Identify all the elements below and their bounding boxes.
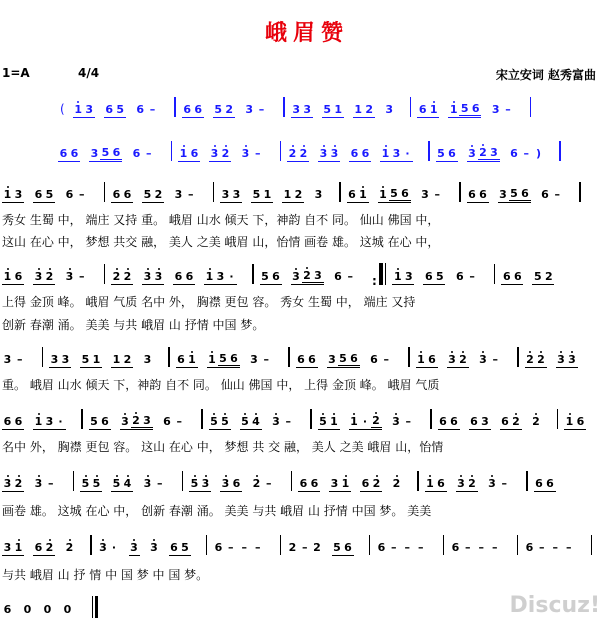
beat-group: 3 – xyxy=(250,352,269,366)
barline xyxy=(417,471,419,491)
beat-group: 3 – xyxy=(392,414,411,428)
beat-group: 3 5 6 xyxy=(499,187,529,201)
beat-group: 6 6 xyxy=(439,415,458,428)
beat-group: 6 6 xyxy=(3,415,23,428)
beat-group: 3 – xyxy=(272,414,291,428)
beat-group: 3 xyxy=(143,352,152,366)
beat-group: 1 6 xyxy=(565,415,585,428)
barline xyxy=(310,409,312,429)
barline xyxy=(81,409,83,429)
beat-group: 3 5 6 xyxy=(90,146,121,160)
watermark: Discuz! xyxy=(509,593,600,618)
barline xyxy=(410,97,412,117)
barline xyxy=(90,535,92,555)
barline xyxy=(291,471,293,491)
beat-group: 3 2 3 xyxy=(468,146,498,160)
song-title: 峨眉赞 xyxy=(264,20,349,46)
barline xyxy=(42,347,44,367)
beat-group: 2 2 xyxy=(526,353,545,366)
beat-group: 6 2 xyxy=(34,541,54,554)
beat-group: 6 6 xyxy=(468,188,487,201)
beat-group: 1 6 xyxy=(417,353,436,366)
beat-group: 5 1 xyxy=(252,188,272,201)
beat-group: 6 6 xyxy=(174,270,194,283)
beat-group: 3 – xyxy=(34,476,54,490)
lyric-line: 名中 外， 胸襟 更包 容。 这山 在心 中， 梦想 共 交 融， 美人 之美 峨眉 山，怡情 xyxy=(2,440,444,454)
barline xyxy=(369,535,371,555)
beat-group: 1 5 6 xyxy=(449,102,480,116)
beat-group: 6 – xyxy=(370,352,389,366)
beat-group: 1 5 6 xyxy=(208,352,238,366)
beat-group: 3 2 3 xyxy=(292,269,322,283)
beat-group: 6 – xyxy=(65,187,85,201)
beat-group: 5 1 xyxy=(323,103,343,116)
beat-group: 3 – xyxy=(241,146,261,160)
barline xyxy=(408,347,410,367)
beat-group: 6 – xyxy=(163,414,182,428)
barline xyxy=(174,97,176,117)
beat-group: 5 5 xyxy=(81,477,101,490)
beat-group: 3 – xyxy=(488,476,507,490)
beat-group: 6 5 xyxy=(34,188,54,201)
beat-group: 5 5 xyxy=(210,415,229,428)
beat-group: 1 6 xyxy=(3,270,23,283)
beat-group: 6 1 xyxy=(177,353,196,366)
beat-group: 5 4 xyxy=(241,415,260,428)
score-line-5 xyxy=(2,470,565,492)
beat-group: 3 2 3 xyxy=(121,414,151,428)
beat-group: 1 3 · xyxy=(380,148,413,162)
barline xyxy=(591,535,593,555)
barline xyxy=(559,141,561,161)
beat-group: 6 – – – xyxy=(525,540,572,554)
lyric-line: 重。 峨眉 山水 倾天 下，神韵 自不 同。 仙山 佛国 中， 上得 金顶 峰。 峨眉 气质 xyxy=(2,378,440,392)
beat-group: 3 – xyxy=(421,187,440,201)
barline xyxy=(104,264,106,284)
beat-group: 5 6 xyxy=(261,270,280,283)
beat-group: 3 xyxy=(130,541,138,554)
beat-group: 5 2 xyxy=(214,103,234,116)
beat-group: 5 2 xyxy=(143,188,163,201)
beat-group: 2 – xyxy=(252,476,272,490)
barline xyxy=(579,182,581,202)
beat-group: 5 1 xyxy=(81,353,101,366)
beat-group: 6 – ) xyxy=(510,146,542,160)
beat-group: 3 5 6 xyxy=(328,352,358,366)
beat-group: 1 3 · xyxy=(204,271,237,285)
beat-group: 6 5 xyxy=(105,103,125,116)
beat-group: 6 – xyxy=(541,187,560,201)
beat-group: 6 1 xyxy=(348,188,367,201)
beat-group: 0 xyxy=(23,602,32,616)
barline xyxy=(213,182,215,202)
beat-group: 6 1 xyxy=(418,103,438,116)
beat-group: 3 1 xyxy=(3,541,23,554)
beat-group: 1 3 xyxy=(393,270,413,283)
beat-group: 2 2 xyxy=(288,147,308,160)
lyric-line: 创新 春潮 涌。 美美 与共 峨眉 山 抒情 中国 梦。 xyxy=(2,318,265,332)
beat-group: 2 xyxy=(392,476,401,490)
beat-group: 1 5 6 xyxy=(379,187,409,201)
barline xyxy=(459,182,461,202)
beat-group: 3 1 xyxy=(330,477,350,490)
beat-group: 2 2 xyxy=(112,270,132,283)
beat-group: 6 xyxy=(3,602,12,616)
lyric-line: 秀女 生蜀 中， 端庄 又持 重。 峨眉 山水 倾天 下，神韵 自不 同。 仙山 佛国 中， xyxy=(2,213,440,227)
beat-group: 2 – 2 xyxy=(288,540,321,554)
intro-line-2 xyxy=(58,140,567,162)
beat-group: 3 – xyxy=(3,352,23,366)
barline xyxy=(430,409,432,429)
lyric-line: 画卷 雄。 这城 在心 中， 创新 春潮 涌。 美美 与共 峨眉 山 抒情 中国 梦。 美美 xyxy=(2,504,432,518)
beat-group: 6 6 xyxy=(297,353,316,366)
beat-group: 1 3 · xyxy=(33,416,66,430)
barline xyxy=(526,471,528,491)
beat-group: 2 xyxy=(65,540,74,554)
beat-group: 6 – xyxy=(334,269,353,283)
lyric-line: 与共 峨眉 山 抒 情 中 国 梦 中 国 梦。 xyxy=(2,568,209,582)
credits: 宋立安词 赵秀富曲 xyxy=(495,68,596,82)
barline xyxy=(182,471,184,491)
beat-group: 3 – xyxy=(479,352,498,366)
barline xyxy=(283,97,285,117)
beat-group: 3 3 xyxy=(221,188,241,201)
barline xyxy=(443,535,445,555)
beat-group: 5 6 xyxy=(90,415,109,428)
score-line-2 xyxy=(2,263,563,288)
beat-group: 5 6 xyxy=(437,147,456,160)
beat-group: 6 6 xyxy=(535,477,554,490)
barline xyxy=(168,347,170,367)
beat-group: 3 – xyxy=(174,187,194,201)
beat-group: 6 5 xyxy=(424,270,444,283)
beat-group: 6 5 xyxy=(170,541,189,554)
barline xyxy=(288,347,290,367)
beat-group: 5 2 xyxy=(533,270,553,283)
time-signature: 4/4 xyxy=(78,66,100,80)
beat-group: 6 6 xyxy=(350,147,370,160)
beat-group: 3 6 xyxy=(221,477,241,490)
beat-group: 0 xyxy=(43,602,52,616)
barline xyxy=(171,141,173,161)
barline xyxy=(73,471,75,491)
repeat-end-sign: : xyxy=(372,263,386,285)
beat-group: 3 2 xyxy=(3,477,23,490)
beat-group: 1 6 xyxy=(426,477,445,490)
beat-group: 1 · 2 xyxy=(350,414,380,428)
barline xyxy=(280,535,282,555)
beat-group: 1 2 xyxy=(354,103,374,116)
beat-group: 3 2 xyxy=(34,270,54,283)
beat-group: 1 2 xyxy=(283,188,303,201)
beat-group: 5 4 xyxy=(112,477,132,490)
score-line-ending xyxy=(2,596,98,618)
beat-group: 3 – xyxy=(491,102,511,116)
barline xyxy=(252,264,254,284)
beat-group: 3 · xyxy=(99,540,117,554)
beat-group: 1 6 xyxy=(179,147,199,160)
beat-group: 3 2 xyxy=(210,147,230,160)
barline xyxy=(104,182,106,202)
beat-group: 5 6 xyxy=(333,541,352,554)
beat-group: 1 2 xyxy=(112,353,132,366)
beat-group: 6 2 xyxy=(361,477,381,490)
beat-group: 2 xyxy=(532,414,540,428)
barline xyxy=(339,182,341,202)
beat-group: 3 3 xyxy=(50,353,70,366)
beat-group: 3 3 xyxy=(292,103,312,116)
open-paren: ( xyxy=(60,102,65,116)
beat-group: 3 – xyxy=(65,269,85,283)
beat-group: 0 xyxy=(63,602,72,616)
beat-group: 6 2 xyxy=(501,415,520,428)
beat-group: 5 3 xyxy=(190,477,210,490)
beat-group: 6 – – – xyxy=(377,540,424,554)
beat-group: 6 – xyxy=(455,269,475,283)
beat-group: 3 2 xyxy=(448,353,467,366)
beat-group: 6 – – – xyxy=(214,540,261,554)
beat-group: 3 2 xyxy=(457,477,476,490)
beat-group: 3 xyxy=(314,187,323,201)
score-line-4 xyxy=(2,408,595,430)
beat-group: 1 3 xyxy=(3,188,23,201)
beat-group: 6 – – – xyxy=(451,540,498,554)
beat-group: 6 6 xyxy=(502,270,522,283)
barline xyxy=(517,535,519,555)
barline xyxy=(530,97,532,117)
beat-group: 6 6 xyxy=(59,147,79,160)
barline xyxy=(557,409,559,429)
score-line-3 xyxy=(2,346,587,368)
key-signature: 1=A xyxy=(2,66,30,80)
beat-group: 6 6 xyxy=(183,103,203,116)
barline xyxy=(428,141,430,161)
beat-group: 5 1 xyxy=(319,415,338,428)
beat-group: 6 6 xyxy=(112,188,132,201)
beat-group: 3 – xyxy=(245,102,265,116)
intro-line-1 xyxy=(60,96,537,118)
beat-group: 3 3 xyxy=(143,270,163,283)
beat-group: 3 xyxy=(385,102,394,116)
barline xyxy=(206,535,208,555)
barline xyxy=(517,347,519,367)
beat-group: 6 – xyxy=(136,102,156,116)
score-line-6 xyxy=(2,534,598,556)
barline xyxy=(201,409,203,429)
final-barline xyxy=(92,596,98,618)
beat-group: 6 3 xyxy=(470,415,489,428)
barline xyxy=(280,141,282,161)
beat-group: 3 xyxy=(150,540,158,554)
beat-group: 3 – xyxy=(143,476,163,490)
beat-group: 6 – xyxy=(132,146,152,160)
beat-group: 1 3 xyxy=(74,103,94,116)
barline xyxy=(494,264,496,284)
lyric-line: 这山 在心 中， 梦想 共交 融， 美人 之美 峨眉 山，怡情 画卷 雄。 这城 在心 中， xyxy=(2,235,440,249)
beat-group: 3 3 xyxy=(319,147,339,160)
beat-group: 3 3 xyxy=(557,353,576,366)
score-line-1 xyxy=(2,181,587,203)
lyric-line: 上得 金顶 峰。 峨眉 气质 名中 外， 胸襟 更包 容。 秀女 生蜀 中， 端庄 又持 xyxy=(2,295,416,309)
beat-group: 6 6 xyxy=(299,477,319,490)
